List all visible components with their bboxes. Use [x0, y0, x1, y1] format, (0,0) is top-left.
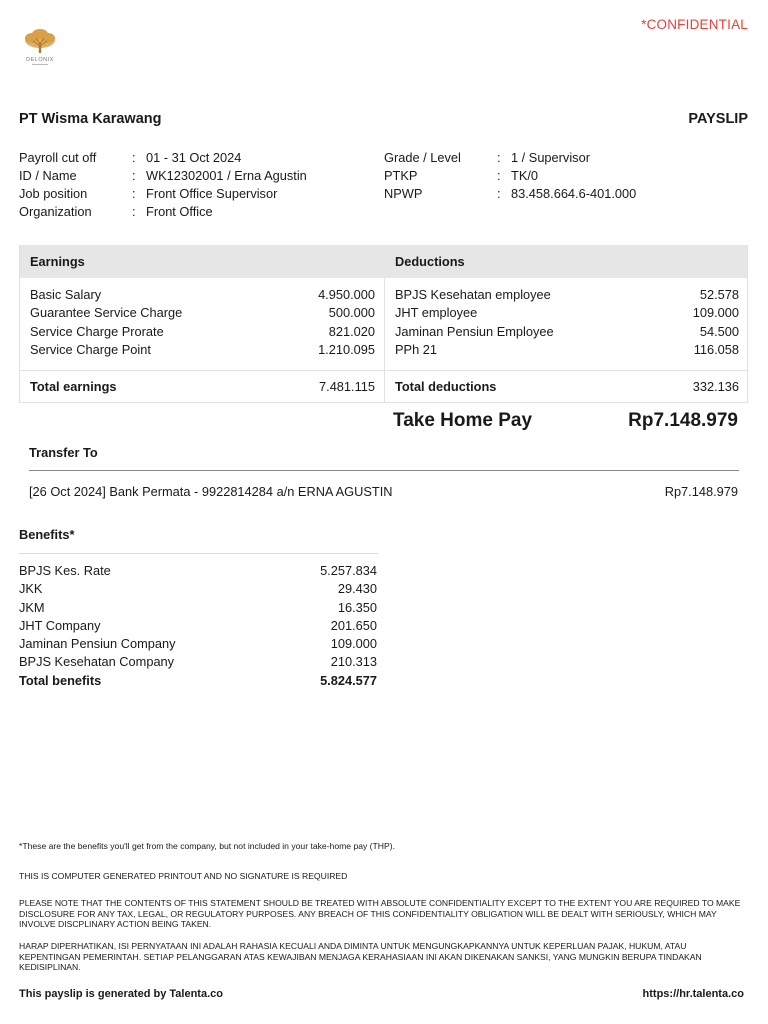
panel-divider [384, 278, 385, 403]
document-title: PAYSLIP [688, 111, 748, 127]
total-deductions-label: Total deductions [395, 379, 497, 394]
earning-item: Service Charge Point 1.210.095 [30, 341, 375, 357]
benefit-item: Jaminan Pensiun Company 109.000 [19, 636, 377, 652]
earning-item: Basic Salary 4.950.000 [30, 287, 375, 302]
benefits-list [19, 562, 377, 690]
confidential-label: *CONFIDENTIAL [641, 17, 748, 32]
info-label: Payroll cut off [19, 150, 97, 165]
transfer-description: [26 Oct 2024] Bank Permata - 9922814284 a/n ERNA AGUSTIN [29, 484, 393, 499]
take-home-pay-label: Take Home Pay [393, 410, 533, 431]
company-name: PT Wisma Karawang [19, 111, 162, 127]
transfer-divider [29, 470, 739, 471]
info-row-npwp: NPWP : 83.458.664.6-401.000 [384, 185, 636, 203]
info-label: Job position [19, 186, 88, 202]
deductions-heading: Deductions [395, 254, 465, 269]
confidentiality-notice-id: HARAP DIPERHATIKAN, ISI PERNYATAAN INI ADALAH RAHASIA KECUALI ANDA DIMINTA UNTUK MENGUNGKAPKANNYA UNTUK KEPERLUAN PAJAK, HUKUM, ATAU KEPENTINGAN PEMERINTAH. SETIAP PELANGGARAN ATAS KEWAJIBAN MENJAGA KERAHASIAAN INI AKAN DIKENAKAN SANKSI, YANG MUNGKIN BERUPA TINDAKAN KEDISIPLINAN. [19, 941, 702, 973]
info-value: WK12302001 / Erna Agustin [146, 168, 307, 184]
info-label: Organization [19, 204, 92, 220]
deductions-list [395, 286, 739, 359]
info-row-grade-level: Grade / Level : 1 / Supervisor [384, 149, 636, 167]
info-value: 01 - 31 Oct 2024 [146, 150, 242, 165]
total-earnings-label: Total earnings [30, 379, 117, 394]
benefit-item: JKM 16.350 [19, 599, 377, 615]
logo-text: DELONIX [26, 57, 54, 63]
benefits-heading: Benefits* [19, 527, 75, 542]
info-value: TK/0 [511, 168, 539, 184]
total-earnings-value: 7.481.115 [319, 379, 375, 394]
info-value: Front Office [146, 204, 213, 220]
benefit-item: BPJS Kes. Rate 5.257.834 [19, 563, 377, 578]
info-label: ID / Name [19, 168, 77, 184]
employee-info-right [384, 149, 636, 203]
total-deductions-row [395, 379, 739, 394]
benefit-item: BPJS Kesehatan Company 210.313 [19, 654, 377, 670]
employee-info-left [19, 149, 307, 221]
generated-by-text: This payslip is generated by Talenta.co [19, 988, 223, 1000]
deduction-item: Jaminan Pensiun Employee 54.500 [395, 323, 739, 339]
transfer-amount: Rp7.148.979 [664, 484, 738, 499]
earnings-list [30, 286, 375, 359]
total-benefits-row: Total benefits 5.824.577 [19, 672, 377, 688]
info-row-ptkp: PTKP : TK/0 [384, 167, 636, 185]
earning-item: Service Charge Prorate 821.020 [30, 323, 375, 339]
info-label: PTKP [384, 168, 418, 184]
info-row-id-name: ID / Name : WK12302001 / Erna Agustin [19, 167, 307, 185]
info-row-job-position: Job position : Front Office Supervisor [19, 185, 307, 203]
deduction-item: BPJS Kesehatan employee 52.578 [395, 287, 739, 302]
tree-logo-icon [18, 26, 62, 68]
benefits-footnote: *These are the benefits you'll get from the company, but not included in your take-home pay (THP). [19, 841, 395, 851]
talenta-link[interactable]: https://hr.talenta.co [642, 988, 744, 1000]
take-home-pay-value: Rp7.148.979 [628, 410, 738, 431]
transfer-heading: Transfer To [29, 445, 98, 460]
benefit-item: JHT Company 201.650 [19, 617, 377, 633]
panel-header [20, 245, 747, 278]
deduction-item: JHT employee 109.000 [395, 305, 739, 321]
benefits-divider [19, 553, 378, 554]
info-value: 1 / Supervisor [511, 150, 590, 165]
deduction-item: PPh 21 116.058 [395, 341, 739, 357]
company-logo [18, 26, 62, 68]
info-label: NPWP [384, 186, 423, 202]
earning-item: Guarantee Service Charge 500.000 [30, 305, 375, 321]
info-row-payroll-cutoff: Payroll cut off : 01 - 31 Oct 2024 [19, 149, 307, 167]
confidentiality-notice-en: PLEASE NOTE THAT THE CONTENTS OF THIS STATEMENT SHOULD BE TREATED WITH ABSOLUTE CONFIDENTIALITY EXCEPT TO THE EXTENT YOU ARE REQUIRED TO MAKE DISCLOSURE FOR ANY TAX, LEGAL, OR REGULATORY PURPOSES. ANY BREACH OF THIS CONFIDENTIALITY OBLIGATION WILL BE DEALT WITH SERIOUSLY, WHICH MAY INVOLVE DISCPLINARY ACTION BEING TAKEN. [19, 898, 741, 930]
benefit-item: JKK 29.430 [19, 581, 377, 597]
info-label: Grade / Level [384, 150, 461, 165]
info-value: Front Office Supervisor [146, 186, 278, 202]
total-earnings-row [30, 379, 375, 394]
total-deductions-value: 332.136 [692, 379, 739, 394]
info-row-organization: Organization : Front Office [19, 203, 307, 221]
totals-divider [20, 370, 747, 371]
earnings-deductions-panel [19, 245, 748, 403]
info-value: 83.458.664.6-401.000 [511, 186, 637, 202]
earnings-heading: Earnings [30, 254, 85, 269]
computer-generated-note: THIS IS COMPUTER GENERATED PRINTOUT AND NO SIGNATURE IS REQUIRED [19, 871, 348, 881]
